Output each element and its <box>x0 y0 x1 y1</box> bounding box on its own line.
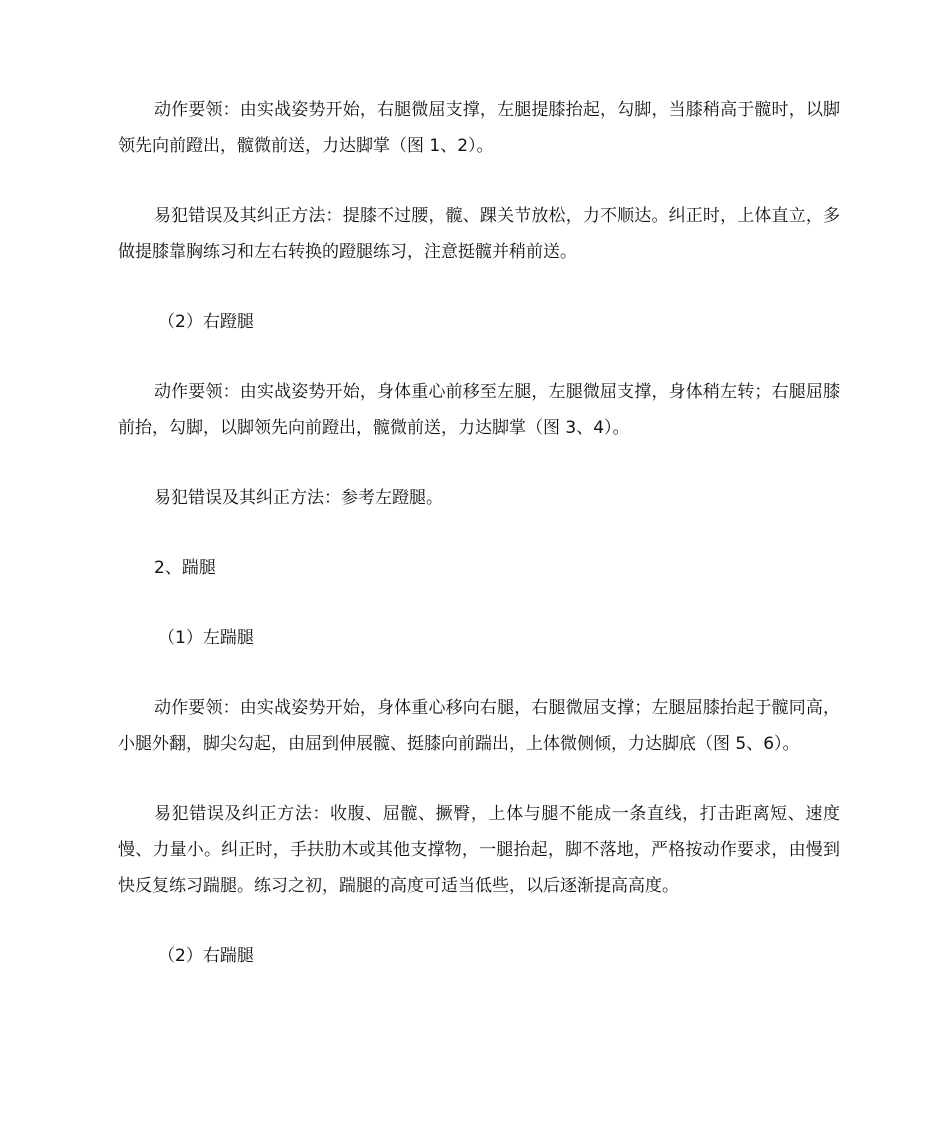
heading-side-kick: 2、踹腿 <box>154 558 216 578</box>
paragraph-gap <box>118 656 840 690</box>
document-body <box>118 92 840 974</box>
paragraph-gap <box>118 340 840 374</box>
paragraph-right-push-kick-errors: 易犯错误及其纠正方法：参考左蹬腿。 <box>154 488 443 508</box>
paragraph-gap <box>118 446 840 480</box>
subheading-right-side-kick: （2）右踹腿 <box>158 946 254 966</box>
paragraph-left-side-kick-errors: 易犯错误及纠正方法：收腹、屈髋、撅臀，上体与腿不能成一条直线，打击距离短、速度慢、力量小。纠正时，手扶肋木或其他支撑物，一腿抬起，脚不落地，严格按动作要求，由慢到快反复练习踹腿。练习之初，踹腿的高度可适当低些，以后逐渐提高高度。 <box>118 804 840 896</box>
paragraph-right-push-kick-essentials: 动作要领：由实战姿势开始，身体重心前移至左腿，左腿微屈支撑，身体稍左转；右腿屈膝前抬，勾脚，以脚领先向前蹬出，髋微前送，力达脚掌（图 3、4）。 <box>118 382 840 438</box>
paragraph-gap <box>118 516 840 550</box>
paragraph-gap <box>118 586 840 620</box>
paragraph-gap <box>118 762 840 796</box>
paragraph-gap <box>118 164 840 198</box>
subheading-right-push-kick: （2）右蹬腿 <box>158 312 254 332</box>
paragraph-gap <box>118 270 840 304</box>
paragraph-left-push-kick-essentials: 动作要领：由实战姿势开始，右腿微屈支撑，左腿提膝抬起，勾脚，当膝稍高于髋时，以脚领先向前蹬出，髋微前送，力达脚掌（图 1、2）。 <box>118 100 840 156</box>
paragraph-left-push-kick-errors: 易犯错误及其纠正方法：提膝不过腰，髋、踝关节放松，力不顺达。纠正时，上体直立，多做提膝靠胸练习和左右转换的蹬腿练习，注意挺髋并稍前送。 <box>118 206 840 262</box>
subheading-left-side-kick: （1）左踹腿 <box>158 628 254 648</box>
paragraph-left-side-kick-essentials: 动作要领：由实战姿势开始，身体重心移向右腿，右腿微屈支撑；左腿屈膝抬起于髋同高，小腿外翻，脚尖勾起，由屈到伸展髋、挺膝向前踹出，上体微侧倾，力达脚底（图 5、6）。 <box>118 698 840 754</box>
paragraph-gap <box>118 904 840 938</box>
